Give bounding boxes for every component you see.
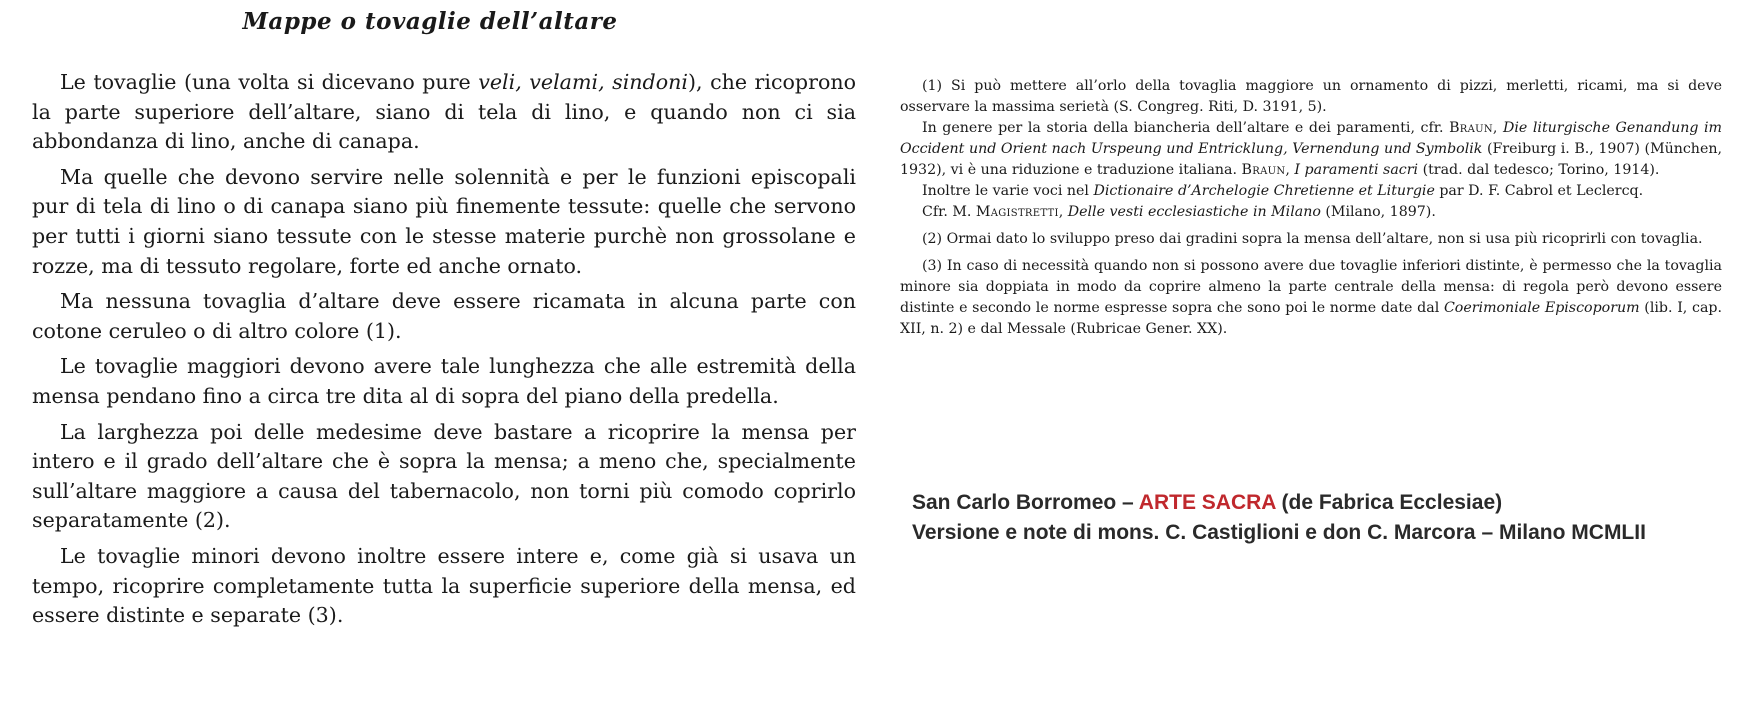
caption-line-2: Versione e note di mons. C. Castiglioni e don C. Marcora – Milano MCMLII <box>912 521 1646 544</box>
source-caption <box>912 488 1752 548</box>
main-text-column <box>32 68 856 637</box>
footnote-1-braun: In genere per la storia della biancheria dell’altare e dei paramenti, cfr. Braun, Die liturgische Genandung im Occident und Orient nach Urspeung und Entricklung, Vernendung und Symbolik (Freiburg i. B., 1907) (München, 1932), vi è una riduzione e traduzione italiana. Braun, I paramenti sacri (trad. dal tedesco; Torino, 1914). <box>900 120 1722 178</box>
page-title: Mappe o tovaglie dell’altare <box>242 8 618 35</box>
footnotes-column <box>900 76 1722 340</box>
italic-term: veli, velami, sindoni <box>478 70 688 94</box>
book-title: Dictionaire d’Archelogie Chretienne et Liturgie <box>1093 183 1435 199</box>
author-name: Magistretti <box>975 204 1059 220</box>
footnote-2: (2) Ormai dato lo sviluppo preso dai gradini sopra la mensa dell’altare, non si usa più ricoprirli con tovaglia. <box>922 231 1703 247</box>
book-title: I paramenti sacri <box>1294 162 1419 178</box>
caption-highlight: ARTE SACRA <box>1138 491 1276 514</box>
paragraph: Ma quelle che devono servire nelle solennità e per le funzioni episcopali pur di tela di lino o di canapa siano più finemente tessute: quelle che servono per tutti i giorni siano tessute con le stesse materie purchè non grossolane e rozze, ma di tessuto regolare, forte ed anche ornato. <box>32 164 856 278</box>
paragraph: Le tovaglie (una volta si dicevano pure veli, velami, sindoni), che ricoprono la parte superiore dell’altare, siano di tela di lino, e quando non ci sia abbondanza di lino, anche di canapa. <box>32 70 857 154</box>
caption-line-1: San Carlo Borromeo – ARTE SACRA (de Fabrica Ecclesiae) <box>912 491 1503 514</box>
paragraph: Ma nessuna tovaglia d’altare deve essere ricamata in alcuna parte con cotone ceruleo o di altro colore (1). <box>32 289 856 343</box>
book-title: Delle vesti ecclesiastiche in Milano <box>1067 204 1321 220</box>
author-name: Braun <box>1241 162 1286 178</box>
footnote-1-cabrol: Inoltre le varie voci nel Dictionaire d’Archelogie Chretienne et Liturgie par D. F. Cabrol et Leclercq. <box>922 183 1644 199</box>
paragraph: Le tovaglie maggiori devono avere tale lunghezza che alle estremità della mensa pendano fino a circa tre dita al di sopra del piano della predella. <box>32 354 856 408</box>
book-title: Die liturgische Genandung im Occident und Orient nach Urspeung und Entricklung, Vernendung und Symbolik <box>900 120 1722 157</box>
author-name: Braun <box>1449 120 1493 136</box>
footnote-1-magistretti: Cfr. M. Magistretti, Delle vesti ecclesiastiche in Milano (Milano, 1897). <box>922 204 1436 220</box>
paragraph: Le tovaglie minori devono inoltre essere intere e, come già si usava un tempo, ricoprire completamente tutta la superficie superiore della mensa, ed essere distinte e separate (3). <box>32 543 856 628</box>
paragraph: La larghezza poi delle medesime deve bastare a ricoprire la mensa per intero e il grado dell’altare che è sopra la mensa; a meno che, specialmente sull’altare maggiore a causa del tabernacolo, non torni più comodo coprirlo separatamente (2). <box>32 419 856 533</box>
footnote-3: (3) In caso di necessità quando non si possono avere due tovaglie inferiori distinte, è permesso che la tovaglia minore sia doppiata in modo da coprire almeno la parte centrale della mensa: di regola però devono essere distinte e secondo le norme espresse sopra che sono poi le norme date dal Coerimoniale Episcoporum (lib. I, cap. XII, n. 2) e dal Messale (Rubricae Gener. XX). <box>900 258 1723 337</box>
footnote-1: (1) Si può mettere all’orlo della tovaglia maggiore un ornamento di pizzi, merletti, ricami, ma si deve osservare la massima serietà (S. Congreg. Riti, D. 3191, 5). <box>900 78 1722 115</box>
book-title: Coerimoniale Episcoporum <box>1443 300 1640 316</box>
